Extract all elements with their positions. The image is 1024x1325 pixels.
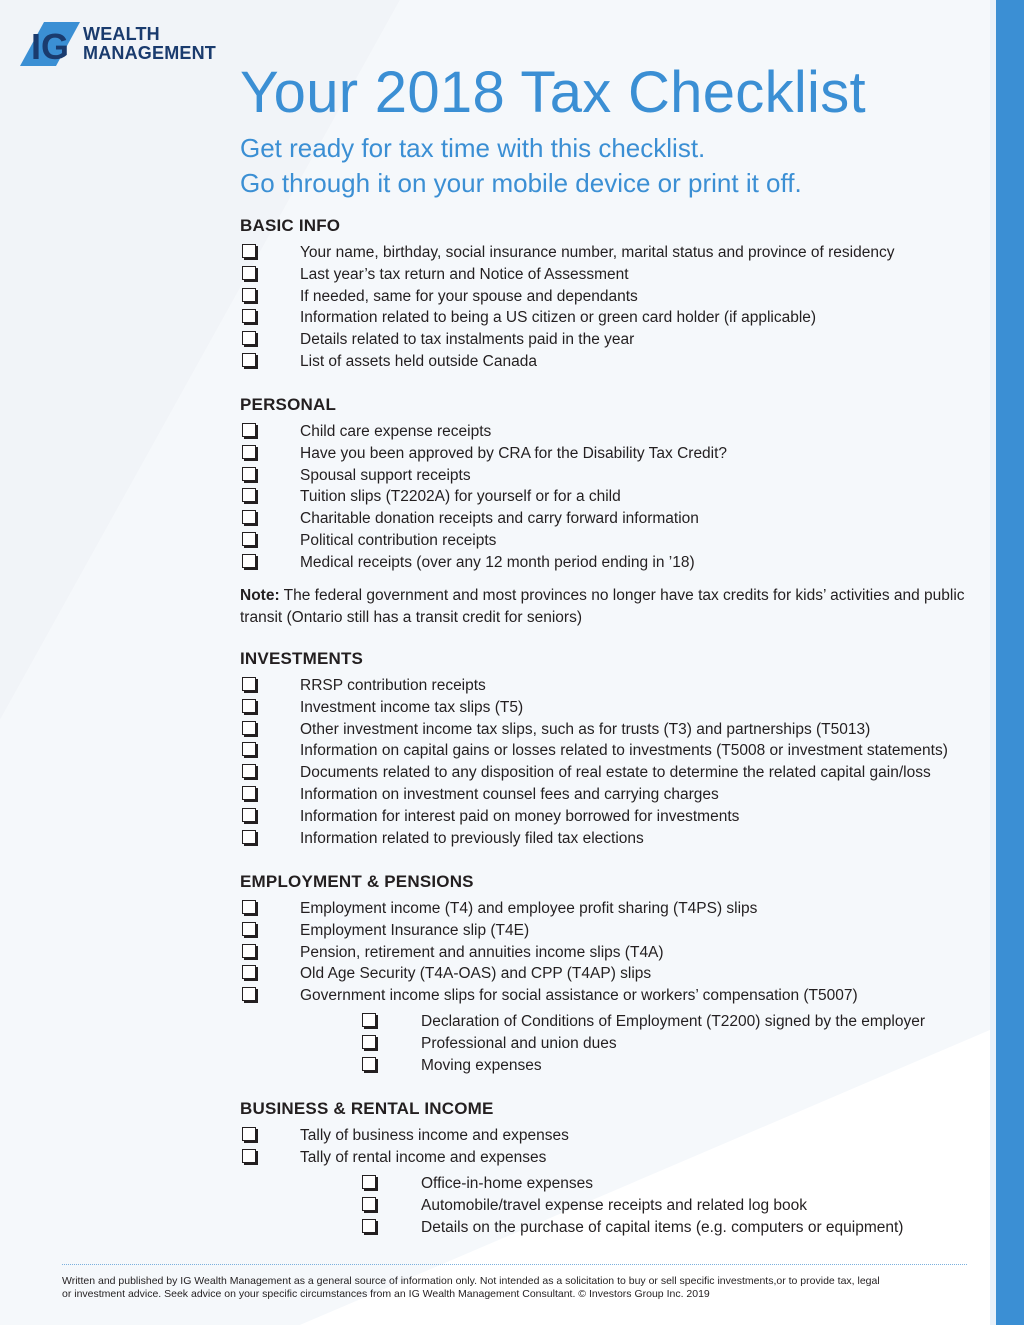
page-title: Your 2018 Tax Checklist — [240, 60, 866, 125]
checkbox[interactable] — [242, 423, 256, 437]
checkbox[interactable] — [242, 288, 256, 302]
checkbox[interactable] — [242, 944, 256, 958]
note-text: The federal government and most provinces no longer have tax credits for kids’ activities and public transit (Ontario still has a transit credit for seniors) — [240, 587, 965, 626]
logo-letters: IG — [31, 26, 70, 66]
checkbox[interactable] — [242, 467, 256, 481]
personal-note — [240, 585, 970, 629]
checkbox[interactable] — [242, 987, 256, 1001]
checkbox[interactable] — [242, 532, 256, 546]
checkbox[interactable] — [242, 510, 256, 524]
note-label: Note: — [240, 587, 280, 604]
checkbox[interactable] — [242, 965, 256, 979]
subtitle-line-2: Go through it on your mobile device or print it off. — [240, 168, 802, 198]
checkbox[interactable] — [242, 331, 256, 345]
section-heading-business: BUSINESS & RENTAL INCOME — [240, 1099, 494, 1118]
checkbox[interactable] — [362, 1219, 376, 1233]
checkbox[interactable] — [242, 1127, 256, 1141]
checkbox[interactable] — [242, 922, 256, 936]
checkbox[interactable] — [242, 742, 256, 756]
checkbox[interactable] — [362, 1175, 376, 1189]
page-subtitle — [240, 131, 802, 201]
checkbox[interactable] — [242, 445, 256, 459]
checkbox[interactable] — [362, 1057, 376, 1071]
logo-wordmark — [83, 25, 216, 63]
checkbox[interactable] — [242, 830, 256, 844]
checkbox[interactable] — [242, 764, 256, 778]
footer-line-2: or investment advice. Seek advice on your specific circumstances from an IG Wealth Management Consultant. © Investors Group Inc. 2019 — [62, 1288, 710, 1300]
side-accent-bar — [996, 0, 1024, 1325]
subtitle-line-1: Get ready for tax time with this checklist. — [240, 133, 706, 163]
checkbox[interactable] — [242, 786, 256, 800]
checkbox[interactable] — [242, 244, 256, 258]
logo-line-2: MANAGEMENT — [83, 43, 216, 63]
checkbox[interactable] — [362, 1013, 376, 1027]
section-heading-basic-info: BASIC INFO — [240, 216, 341, 235]
disclaimer-footer — [62, 1275, 962, 1301]
checkbox[interactable] — [242, 677, 256, 691]
checkbox[interactable] — [242, 900, 256, 914]
section-heading-investments: INVESTMENTS — [240, 649, 364, 668]
checkbox[interactable] — [242, 309, 256, 323]
checkbox[interactable] — [242, 808, 256, 822]
checkbox[interactable] — [242, 1149, 256, 1163]
checkbox[interactable] — [242, 699, 256, 713]
checkbox[interactable] — [242, 488, 256, 502]
logo-line-1: WEALTH — [83, 24, 160, 44]
checkbox[interactable] — [242, 353, 256, 367]
footer-divider — [62, 1264, 967, 1265]
ig-logo-mark-icon — [20, 22, 80, 66]
checkbox[interactable] — [242, 554, 256, 568]
footer-line-1: Written and published by IG Wealth Management as a general source of information only. Not intended as a solicitation to buy or sell specific investments,or to provide tax, legal — [62, 1275, 880, 1287]
checkbox[interactable] — [242, 721, 256, 735]
checkbox[interactable] — [362, 1035, 376, 1049]
section-heading-employment: EMPLOYMENT & PENSIONS — [240, 872, 474, 891]
checkbox[interactable] — [242, 266, 256, 280]
section-heading-personal: PERSONAL — [240, 395, 337, 414]
checkbox[interactable] — [362, 1197, 376, 1211]
